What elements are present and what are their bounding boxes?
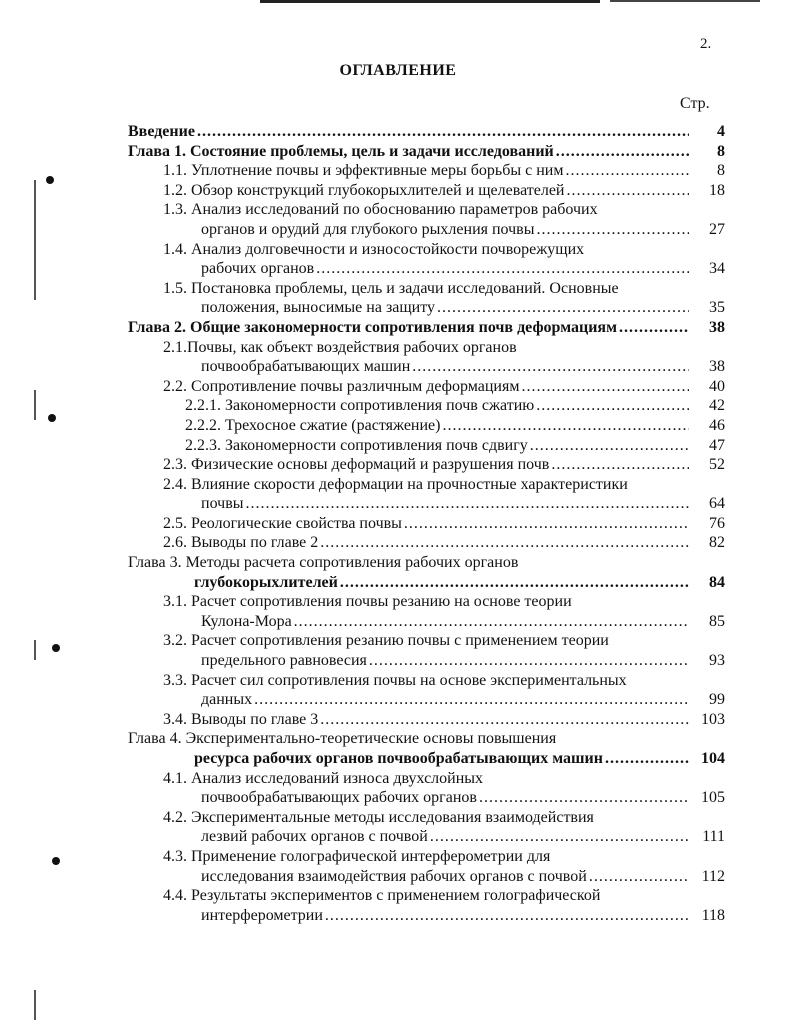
- dot-leader: [536, 220, 689, 240]
- toc-page-number: 99: [709, 691, 725, 709]
- dot-leader: [551, 455, 689, 475]
- toc-entry: [128, 631, 725, 670]
- toc-entry-text: 4.4. Результаты экспериментов с применением голографической: [163, 887, 601, 905]
- toc-entry-text: 3.4. Выводы по главе 3: [163, 710, 319, 728]
- toc-entry: [128, 436, 725, 456]
- toc-page-number: 111: [702, 828, 725, 846]
- toc-entry-text: Глава 2. Общие закономерности сопротивления почв деформациям: [128, 318, 617, 336]
- toc-entry-text: 3.1. Расчет сопротивления почвы резанию на основе теории: [163, 593, 572, 611]
- toc-entry-text: 1.2. Обзор конструкций глубокорыхлителей и щелевателей: [163, 181, 565, 199]
- toc-entry-text: 1.3. Анализ исследований по обоснованию параметров рабочих: [163, 201, 598, 219]
- toc-entry-text: 3.3. Расчет сил сопротивления почвы на основе экспериментальных: [163, 671, 627, 689]
- scan-margin-mark: [34, 990, 36, 1020]
- dot-leader: [404, 514, 689, 534]
- toc-page-number: 8: [717, 162, 725, 180]
- toc-entry-text: Глава 4. Экспериментально-теоретические основы повышения: [128, 730, 557, 748]
- toc-entry: [128, 710, 725, 730]
- toc-entry: [128, 671, 725, 710]
- toc-entry: [128, 377, 725, 397]
- toc-entry-text: 2.3. Физические основы деформаций и разрушения почв: [163, 456, 550, 474]
- toc-entry-text: данных: [201, 691, 253, 709]
- toc-entry: [128, 475, 725, 514]
- toc-entry-text: предельного равновесия: [201, 652, 367, 670]
- toc-page-number: 52: [709, 456, 725, 474]
- toc-entry-text: 2.4. Влияние скорости деформации на прочностные характеристики: [163, 475, 628, 493]
- toc-entry-text: 2.2.2. Трехосное сжатие (растяжение): [185, 416, 441, 434]
- toc-entry: [128, 122, 725, 142]
- toc-entry-text: 4.1. Анализ исследований износа двухслойных: [163, 769, 484, 787]
- toc-entry: [128, 808, 725, 847]
- toc-entry: [128, 142, 725, 162]
- toc-entry-text: почвообрабатывающих рабочих органов: [201, 789, 477, 807]
- toc-entry: [128, 181, 725, 201]
- toc-page-number: 103: [701, 710, 725, 728]
- toc-entry-text: положения, выносимые на защиту: [201, 299, 436, 317]
- scan-edge-line: [260, 0, 600, 3]
- toc-entry-text: 2.1.Почвы, как объект воздействия рабочих органов: [163, 338, 517, 356]
- toc-page-number: 8: [717, 142, 725, 160]
- toc-entry-text: ресурса рабочих органов почвообрабатывающих машин: [194, 750, 603, 767]
- dot-leader: [316, 259, 689, 279]
- dot-leader: [530, 436, 689, 456]
- scan-margin-mark: [34, 390, 36, 420]
- toc-page-number: 35: [709, 299, 725, 317]
- toc-entry: [128, 279, 725, 318]
- scan-edge-line: [610, 0, 760, 2]
- toc-page-number: 34: [709, 260, 725, 278]
- toc-entry-text: лезвий рабочих органов с почвой: [201, 828, 428, 846]
- toc-page-number: 40: [709, 377, 725, 395]
- dot-leader: [437, 298, 689, 318]
- toc-entry-text: Глава 3. Методы расчета сопротивления рабочих органов: [128, 554, 519, 572]
- toc-title: ОГЛАВЛЕНИЕ: [339, 62, 457, 79]
- hole-punch-mark: [52, 857, 60, 865]
- toc-page-number: 105: [701, 789, 725, 807]
- dot-leader: [197, 122, 689, 142]
- toc-entry-text: почвообрабатывающих машин: [201, 358, 411, 376]
- toc-entry: [128, 553, 725, 592]
- toc-entry-text: 2.2.3. Закономерности сопротивления почв сдвигу: [185, 436, 528, 454]
- toc-entry-text: 1.4. Анализ долговечности и износостойкости почворежущих: [163, 240, 585, 258]
- toc-page-number: 38: [709, 358, 725, 376]
- table-of-contents: [128, 122, 725, 925]
- toc-page-number: 82: [709, 534, 725, 552]
- toc-page-number: 76: [709, 514, 725, 532]
- toc-page-number: 38: [709, 318, 725, 336]
- dot-leader: [479, 788, 689, 808]
- toc-entry-text: 1.1. Уплотнение почвы и эффективные меры борьбы с ним: [163, 162, 564, 180]
- dot-leader: [565, 161, 689, 181]
- dot-leader: [589, 867, 689, 887]
- toc-entry-text: 3.2. Расчет сопротивления резанию почвы с применением теории: [163, 632, 609, 650]
- dot-leader: [521, 377, 689, 397]
- toc-entry: [128, 200, 725, 239]
- toc-entry: [128, 533, 725, 553]
- dot-leader: [567, 181, 690, 201]
- toc-entry-text: 4.3. Применение голографической интерферометрии для: [163, 847, 551, 865]
- toc-entry: [128, 592, 725, 631]
- toc-entry-text: 2.5. Реологические свойства почвы: [163, 514, 402, 532]
- toc-entry-text: Введение: [128, 123, 195, 140]
- toc-page-number: 4: [717, 123, 725, 140]
- dot-leader: [320, 533, 689, 553]
- dot-leader: [340, 573, 689, 593]
- toc-entry-text: 2.6. Выводы по главе 2: [163, 534, 319, 552]
- toc-entry: [128, 396, 725, 416]
- toc-entry: [128, 729, 725, 768]
- toc-page-number: 118: [701, 906, 725, 924]
- toc-entry: [128, 318, 725, 338]
- toc-entry-text: рабочих органов: [201, 260, 315, 278]
- dot-leader: [294, 612, 689, 632]
- toc-page-number: 85: [709, 612, 725, 630]
- toc-page-number: 27: [709, 220, 725, 238]
- toc-page-number: 104: [701, 750, 725, 767]
- hole-punch-mark: [52, 644, 60, 652]
- toc-page-number: 93: [709, 652, 725, 670]
- dot-leader: [254, 690, 689, 710]
- toc-entry: [128, 455, 725, 475]
- toc-entry-text: 4.2. Экспериментальные методы исследования взаимодействия: [163, 808, 594, 826]
- toc-entry-text: Кулона-Мора: [201, 612, 292, 630]
- dot-leader: [320, 710, 689, 730]
- dot-leader: [556, 142, 689, 162]
- dot-leader: [605, 749, 689, 769]
- toc-entry-text: исследования взаимодействия рабочих органов с почвой: [201, 867, 587, 885]
- dot-leader: [536, 396, 689, 416]
- toc-page-number: 42: [709, 397, 725, 415]
- toc-entry: [128, 847, 725, 886]
- toc-entry: [128, 161, 725, 181]
- toc-entry-text: 2.2.1. Закономерности сопротивления почв сжатию: [185, 397, 535, 415]
- hole-punch-mark: [48, 414, 56, 422]
- dot-leader: [369, 651, 689, 671]
- toc-page-number: 64: [709, 495, 725, 513]
- toc-entry-text: 1.5. Постановка проблемы, цель и задачи исследований. Основные: [163, 279, 619, 297]
- toc-entry: [128, 886, 725, 925]
- scan-margin-mark: [34, 640, 36, 660]
- toc-entry-text: Глава 1. Состояние проблемы, цель и задачи исследований: [128, 142, 554, 160]
- scan-margin-mark: [34, 180, 36, 300]
- toc-entry-text: 2.2. Сопротивление почвы различным деформациям: [163, 377, 520, 395]
- toc-entry: [128, 769, 725, 808]
- toc-page-number: 46: [709, 416, 725, 434]
- toc-entry-text: интерферометрии: [201, 906, 323, 924]
- toc-entry: [128, 416, 725, 436]
- toc-entry-text: глубокорыхлителей: [194, 573, 338, 591]
- dot-leader: [412, 357, 689, 377]
- toc-page-number: 112: [701, 867, 725, 885]
- toc-entry-text: почвы: [201, 495, 244, 513]
- toc-page-number: 18: [709, 181, 725, 199]
- toc-page-number: 47: [709, 436, 725, 454]
- toc-entry: [128, 240, 725, 279]
- dot-leader: [430, 827, 689, 847]
- toc-entry: [128, 514, 725, 534]
- dot-leader: [246, 494, 690, 514]
- toc-entry-text: органов и орудий для глубокого рыхления почвы: [201, 220, 535, 238]
- toc-page-number: 84: [709, 573, 725, 591]
- page-column-label: Стр.: [680, 95, 710, 112]
- hole-punch-mark: [46, 176, 54, 184]
- toc-entry: [128, 338, 725, 377]
- dot-leader: [442, 416, 689, 436]
- page-number: 2.: [700, 36, 712, 52]
- dot-leader: [619, 318, 689, 338]
- dot-leader: [325, 906, 689, 926]
